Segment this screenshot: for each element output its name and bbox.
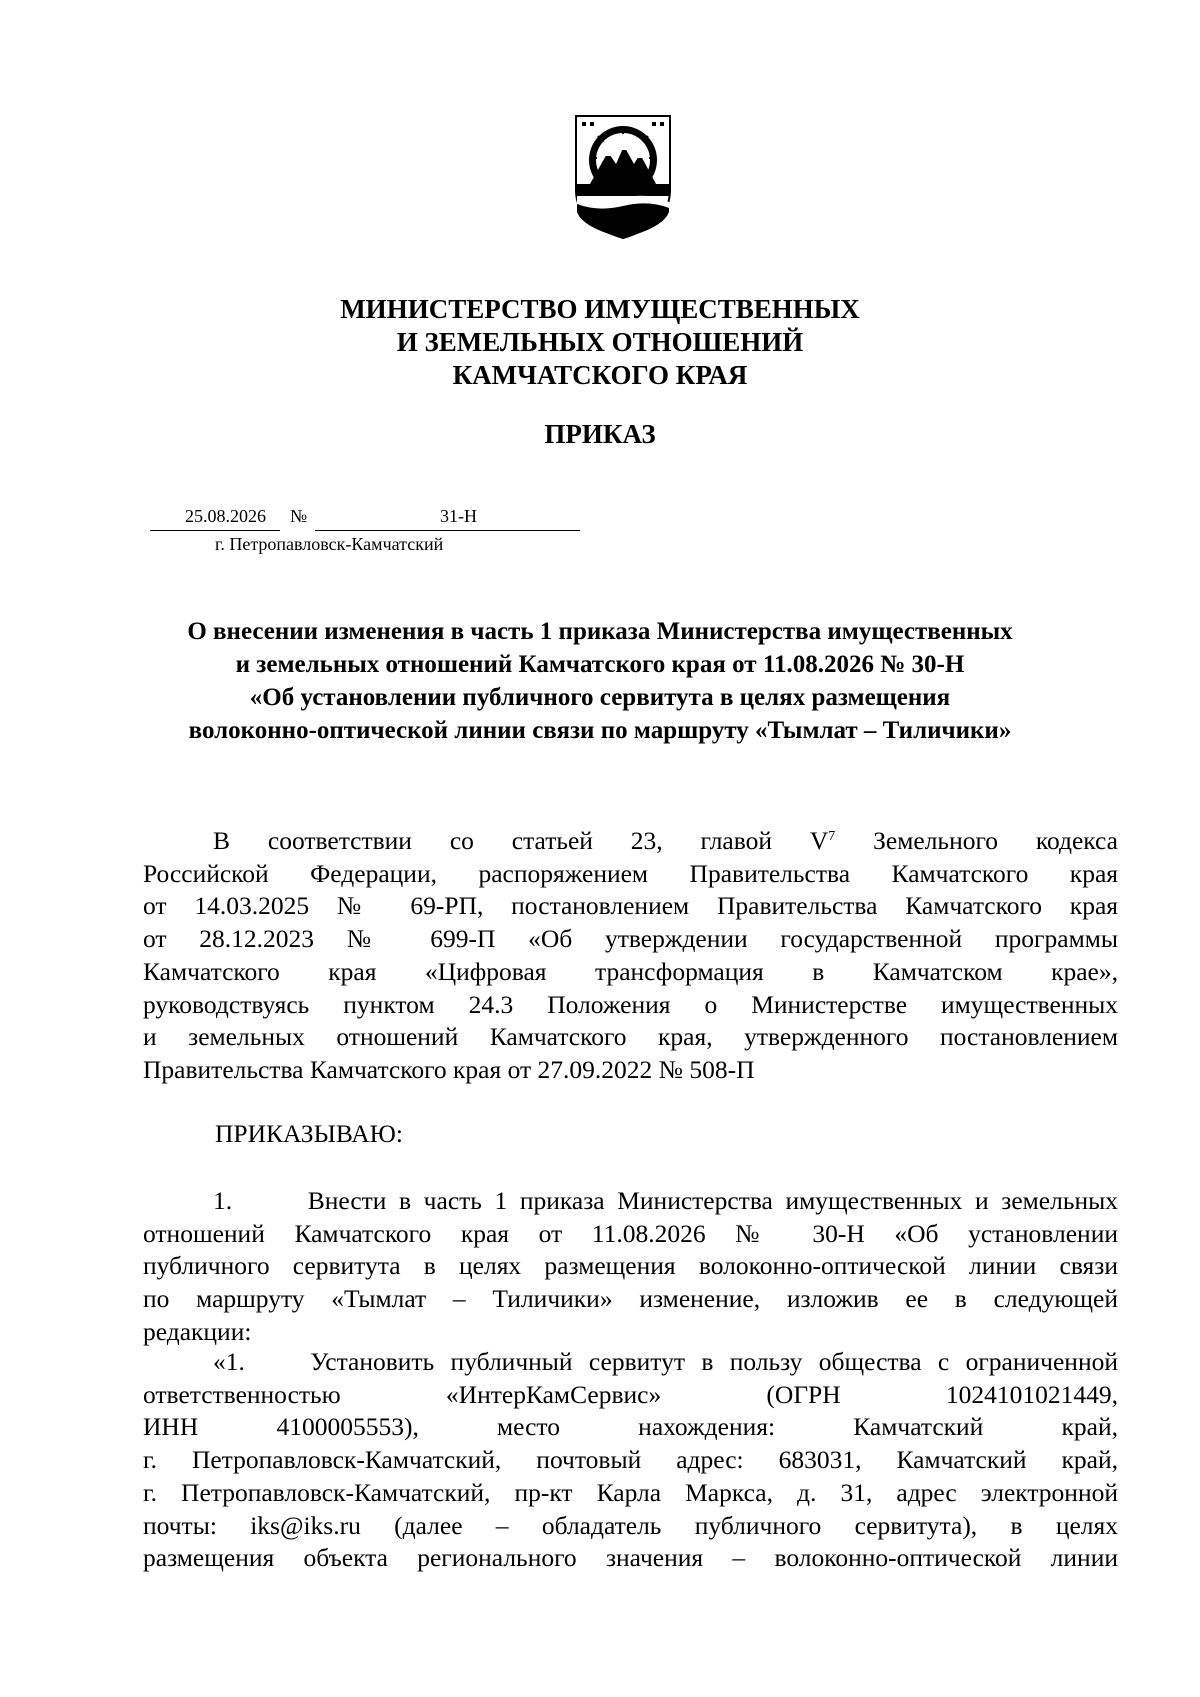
order-city: г. Петропавловск-Камчатский [215,534,444,554]
document-type: ПРИКАЗ [544,419,656,449]
subject-line: волоконно-оптической линии связи по маршруту «Тымлат – Тиличики» [188,717,1012,744]
item-1-line: публичного сервитута в целях размещения волоконно-оптической линии связи [143,1251,1118,1281]
number-underline [315,530,580,531]
preamble-line: от 14.03.2025 № 69-РП, постановлением Правительства Камчатского края [143,891,1118,921]
preamble-line: и земельных отношений Камчатского края, утвержденного постановлением [143,1022,1118,1052]
preamble-text: Земельного кодекса [835,826,1119,855]
preamble-line: от 28.12.2023 № 699-П «Об утверждении государственной программы [143,924,1118,954]
preamble-line: руководствуясь пунктом 24.3 Положения о Министерстве имущественных [143,989,1118,1019]
chapter-superscript: 7 [828,829,836,844]
item-1-line: редакции: [143,1316,252,1346]
new-wording-line: г. Петропавловск-Камчатский, почтовый адрес: 683031, Камчатский край, [143,1445,1118,1475]
preamble-line [143,825,1118,858]
item-1-paragraph [143,1185,1118,1349]
item-1-line: отношений Камчатского края от 11.08.2026 № 30-Н «Об установлении [143,1218,1118,1248]
subject-line: О внесении изменения в часть 1 приказа Министерства имущественных [187,618,1013,645]
order-word: ПРИКАЗЫВАЮ: [215,1119,403,1148]
item-1-line: по маршруту «Тымлат – Тиличики» изменение, изложив ее в следующей [143,1284,1118,1314]
preamble-line: Правительства Камчатского края от 27.09.2022 № 508-П [143,1054,755,1084]
ministry-name-line2: И ЗЕМЕЛЬНЫХ ОТНОШЕНИЙ [396,327,804,357]
preamble-line: Российской Федерации, распоряжением Правительства Камчатского края [143,858,1118,888]
new-wording-line: ИНН 4100005553), место нахождения: Камчатский край, [143,1412,1118,1442]
ministry-name-line3: КАМЧАТСКОГО КРАЯ [452,360,748,390]
ministry-name-line1: МИНИСТЕРСТВО ИМУЩЕСТВЕННЫХ [340,294,860,324]
new-wording-line: г. Петропавловск-Камчатский, пр-кт Карла Маркса, д. 31, адрес электронной [143,1477,1118,1507]
order-subject [120,615,1080,747]
new-wording-line: почты: iks@iks.ru (далее – обладатель публичного сервитута), в целях [143,1510,1118,1540]
date-number-line [150,506,580,532]
new-wording-line: «1. Установить публичный сервитут в пользу общества с ограниченной [213,1347,1118,1376]
item-1-line: 1. Внести в часть 1 приказа Министерства имущественных и земельных [213,1186,1118,1215]
new-wording-line: размещения объекта регионального значения – волоконно-оптической линии [143,1543,1118,1573]
preamble-paragraph [143,825,1118,1087]
ministry-name [0,293,1200,392]
item-1-new-wording [143,1346,1118,1575]
coat-of-arms-icon [568,112,678,240]
preamble-text: В соответствии со статьей 23, главой V [213,826,829,855]
new-wording-line: ответственностью «ИнтерКамСервис» (ОГРН 1024101021449, [143,1379,1118,1409]
subject-line: и земельных отношений Камчатского края от 11.08.2026 № 30-Н [235,651,965,678]
number-sign: № [290,506,308,526]
subject-line: «Об установлении публичного сервитута в целях размещения [249,684,951,711]
order-date: 25.08.2026 [185,506,266,526]
preamble-line: Камчатского края «Цифровая трансформация в Камчатском крае», [143,956,1118,986]
order-number: 31-Н [440,506,477,526]
date-underline [150,530,280,531]
